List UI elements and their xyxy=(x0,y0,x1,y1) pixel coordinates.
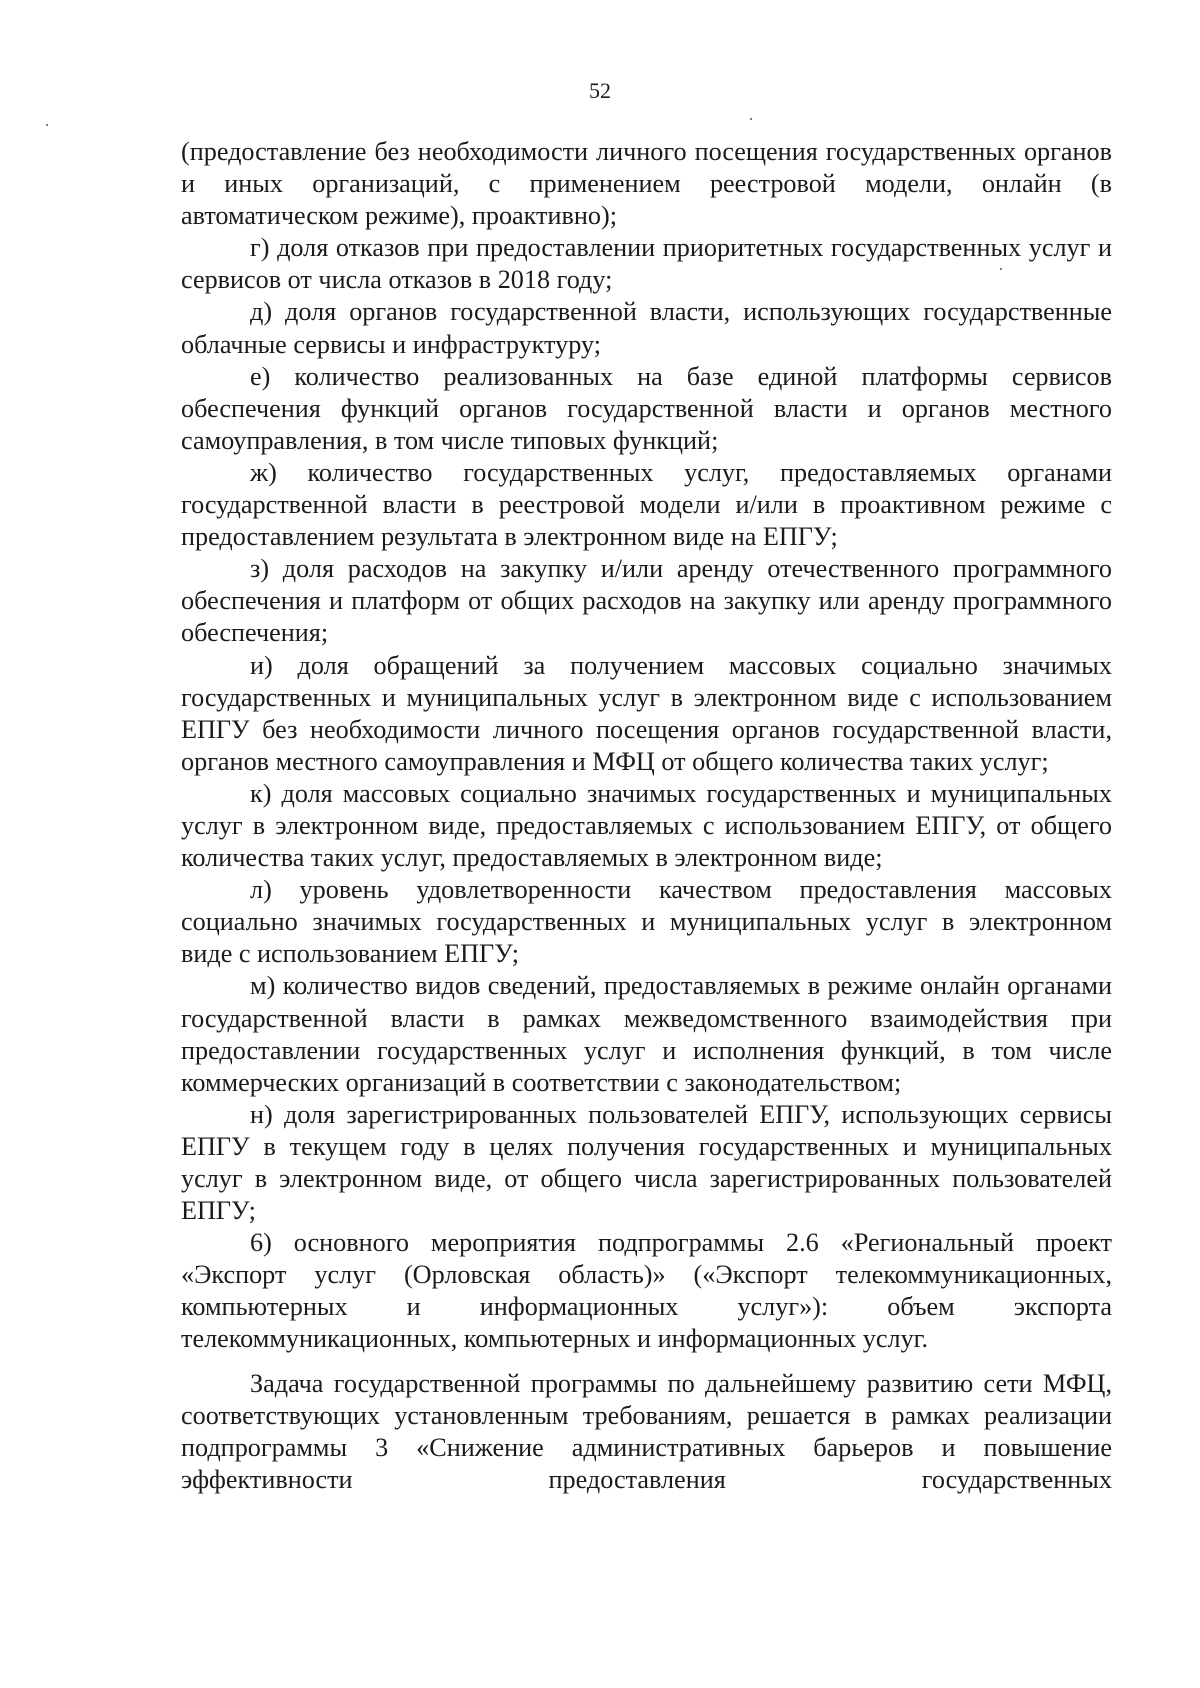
paragraph: е) количество реализованных на базе единой платформы сервисов обеспечения функций органов государственной власти и органов местного самоуправления, в том числе типовых функций; xyxy=(181,361,1112,455)
body-text xyxy=(181,136,1112,1496)
scan-speck xyxy=(1000,268,1002,270)
page-number: 52 xyxy=(589,78,611,103)
paragraph: к) доля массовых социально значимых государственных и муниципальных услуг в электронном виде, предоставляемых с использованием ЕПГУ, от общего количества таких услуг, предоставляемых в электронном виде; xyxy=(181,778,1112,873)
scan-speck xyxy=(750,118,752,120)
paragraph: (предоставление без необходимости личного посещения государственных органов и иных организаций, с применением реестровой модели, онлайн (в автоматическом режиме), проактивно); xyxy=(181,137,1112,231)
paragraph: и) доля обращений за получением массовых социально значимых государственных и муниципальных услуг в электронном виде с использованием ЕПГУ без необходимости личного посещения органов государственной власти, органов местного самоуправления и МФЦ от общего количества таких услуг; xyxy=(181,650,1112,776)
paragraph: д) доля органов государственной власти, использующих государственные облачные сервисы и инфраструктуру; xyxy=(181,297,1112,359)
paragraph: Задача государственной программы по дальнейшему развитию сети МФЦ, соответствующих установленным требованиям, решается в рамках реализации подпрограммы 3 «Снижение административных барьеров и повышение эффективности предоставления государственных xyxy=(181,1368,1112,1494)
paragraph: ж) количество государственных услуг, предоставляемых органами государственной власти в реестровой модели и/или в проактивном режиме с предоставлением результата в электронном виде на ЕПГУ; xyxy=(181,457,1112,552)
scan-speck xyxy=(46,124,48,126)
paragraph: з) доля расходов на закупку и/или аренду отечественного программного обеспечения и платформ от общих расходов на закупку или аренду программного обеспечения; xyxy=(181,554,1112,648)
paragraph: л) уровень удовлетворенности качеством предоставления массовых социально значимых государственных и муниципальных услуг в электронном виде с использованием ЕПГУ; xyxy=(181,875,1112,969)
paragraph: м) количество видов сведений, предоставляемых в режиме онлайн органами государственной власти в рамках межведомственного взаимодействия при предоставлении государственных услуг и исполнения функций, в том числе коммерческих организаций в соответствии с законодательством; xyxy=(181,971,1112,1097)
paragraph: 6) основного мероприятия подпрограммы 2.6 «Региональный проект «Экспорт услуг (Орловская область)» («Экспорт телекоммуникационных, компьютерных и информационных услуг»): объем экспорта телекоммуникационных, компьютерных и информационных услуг. xyxy=(181,1228,1112,1354)
paragraph: н) доля зарегистрированных пользователей ЕПГУ, использующих сервисы ЕПГУ в текущем году в целях получения государственных и муниципальных услуг в электронном виде, от общего числа зарегистрированных пользователей ЕПГУ; xyxy=(181,1099,1112,1226)
paragraph: г) доля отказов при предоставлении приоритетных государственных услуг и сервисов от числа отказов в 2018 году; xyxy=(181,233,1112,295)
